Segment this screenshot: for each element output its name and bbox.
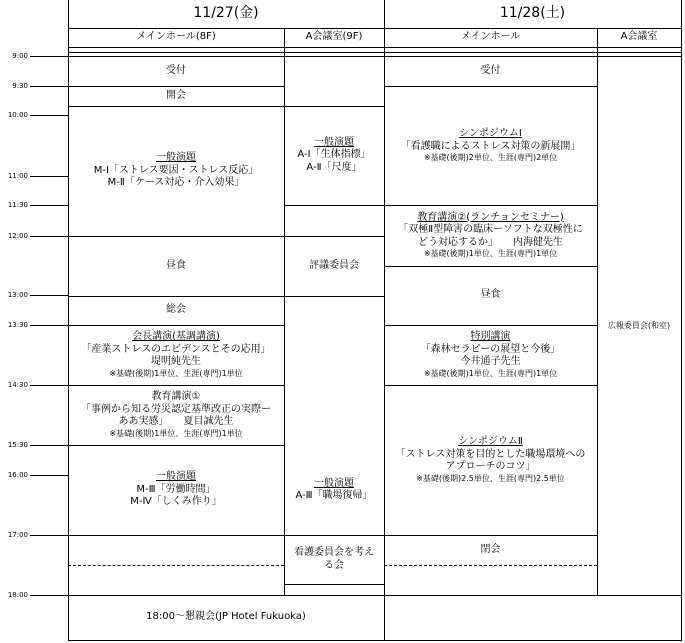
session-line: 「看護職によるストレス対策の新展開」 bbox=[400, 140, 581, 152]
time-label: 14:30 bbox=[7, 381, 28, 389]
session-line: アプローチのコツ」 bbox=[445, 461, 536, 473]
day1-education-lecture-1 bbox=[68, 385, 284, 445]
time-label: 11:30 bbox=[7, 201, 28, 209]
day1-nursing-committee bbox=[284, 535, 384, 584]
time-label: 12:00 bbox=[7, 232, 28, 240]
day2-main-hall-header: メインホール bbox=[460, 31, 521, 43]
dashed-line bbox=[68, 565, 284, 566]
session-line: 「産業ストレスのエビデンスとその応用」 bbox=[81, 343, 271, 355]
day1-general-session-1 bbox=[68, 106, 284, 236]
time-tick bbox=[30, 535, 68, 536]
row-line bbox=[68, 535, 284, 536]
credit-note: ※基礎(後期)1単位、生涯(専門)1単位 bbox=[109, 368, 243, 378]
day2-pr-committee: 広報委員会(和室) bbox=[607, 320, 671, 330]
session-title: 会長講演(基調講演) bbox=[132, 331, 220, 343]
time-tick bbox=[30, 205, 68, 206]
session-line: 「ストレス対策を目的とした職場環境への bbox=[395, 448, 586, 460]
session-title: 一般演題 bbox=[156, 471, 196, 483]
time-tick bbox=[30, 325, 68, 326]
day1-room-a-header: A会議室(9F) bbox=[305, 31, 363, 43]
session-line: 「双極Ⅱ型障害の臨床ーソフトな双極性に bbox=[398, 224, 583, 236]
session-line: 今井通子先生 bbox=[460, 356, 521, 368]
time-label: 18:00 bbox=[7, 591, 28, 599]
time-label: 13:30 bbox=[7, 321, 28, 329]
day1-general-meeting: 総会 bbox=[166, 304, 186, 316]
session-line: 堤明純先生 bbox=[151, 356, 201, 368]
time-label: 9:30 bbox=[12, 82, 28, 90]
table-border bbox=[68, 640, 682, 641]
session-line: A-Ⅲ「職場復帰」 bbox=[295, 490, 373, 501]
time-label: 9:00 bbox=[12, 52, 28, 60]
time-tick bbox=[30, 295, 68, 296]
time-tick bbox=[30, 115, 68, 116]
session-line: ああ実感」 夏目誠先生 bbox=[118, 416, 234, 428]
time-tick bbox=[30, 56, 68, 57]
session-line: る会 bbox=[324, 559, 344, 571]
time-label: 16:00 bbox=[7, 471, 28, 479]
time-label: 13:00 bbox=[7, 291, 28, 299]
session-line: 「事例から知る労災認定基準改正の実際ー bbox=[81, 403, 271, 415]
credit-note: ※基礎(後期)2.5単位、生涯(専門)2.5単位 bbox=[416, 473, 565, 483]
day2-education-lecture-2 bbox=[384, 205, 597, 266]
day1-room-a-general-session-2 bbox=[284, 445, 384, 535]
session-title: シンポジウムⅠ bbox=[459, 128, 522, 139]
credit-note: ※基礎(後期)2単位、生涯(専門)2単位 bbox=[423, 153, 558, 162]
credit-note: ※基礎(後期)1単位、生涯(専門)1単位 bbox=[109, 428, 243, 438]
day1-general-session-2 bbox=[68, 445, 284, 535]
day2-symposium-2 bbox=[384, 385, 597, 535]
day1-reception-party: 18:00～懇親会(JP Hotel Fukuoka) bbox=[146, 611, 306, 623]
time-tick bbox=[30, 385, 68, 386]
session-line: M-Ⅰ「ストレス要因・ストレス反応」 bbox=[93, 164, 259, 176]
session-line: M-Ⅲ「労働時間」 bbox=[136, 483, 216, 495]
time-label: 17:00 bbox=[7, 531, 28, 539]
day1-header: 11/27(金) bbox=[193, 5, 259, 22]
session-line: A-Ⅱ「尺度」 bbox=[306, 161, 362, 173]
session-line: M-Ⅱ「ケース対応・介入効果」 bbox=[107, 177, 245, 189]
day1-reception: 受付 bbox=[166, 64, 186, 76]
row-line bbox=[284, 205, 384, 206]
dashed-line bbox=[384, 565, 597, 566]
time-tick bbox=[30, 445, 68, 446]
day2-lunch: 昼食 bbox=[480, 289, 501, 301]
time-tick bbox=[30, 475, 68, 476]
day1-keynote-lecture bbox=[68, 325, 284, 385]
session-line: どう対応するか」 内海健先生 bbox=[418, 236, 563, 248]
session-title: 一般演題 bbox=[314, 477, 354, 489]
session-line: 「森林セラピーの展望と今後」 bbox=[420, 343, 561, 355]
time-tick bbox=[30, 86, 68, 87]
header-line bbox=[68, 47, 682, 48]
session-line: 看護委員会を考え bbox=[294, 547, 374, 558]
session-line: A-Ⅰ「生体指標」 bbox=[297, 149, 371, 161]
day2-room-a-header: A会議室 bbox=[620, 31, 658, 43]
day1-room-a-general-session-1 bbox=[284, 106, 384, 205]
table-border bbox=[681, 0, 682, 641]
session-title: 教育講演②(ランチョンセミナー) bbox=[417, 211, 564, 223]
day2-reception: 受付 bbox=[480, 64, 501, 76]
time-label: 15:30 bbox=[7, 441, 28, 449]
credit-note: ※基礎(後期)1単位、生涯(専門)1単位 bbox=[423, 249, 558, 259]
row-line bbox=[284, 296, 384, 297]
row-line bbox=[284, 584, 384, 585]
time-label: 10:00 bbox=[7, 111, 28, 119]
day2-closing: 閉会 bbox=[480, 543, 501, 555]
header-line bbox=[68, 52, 682, 53]
day1-lunch: 昼食 bbox=[166, 259, 186, 271]
session-line: M-Ⅳ「しくみ作り」 bbox=[130, 496, 222, 508]
session-title: シンポジウムⅡ bbox=[458, 436, 523, 448]
day1-council-meeting: 評議委員会 bbox=[309, 259, 359, 271]
day1-opening: 開会 bbox=[166, 89, 186, 101]
session-title: 特別講演 bbox=[470, 331, 511, 343]
day2-symposium-1 bbox=[384, 86, 597, 205]
day2-header: 11/28(土) bbox=[499, 5, 566, 22]
time-tick bbox=[30, 176, 68, 177]
day2-special-lecture bbox=[384, 325, 597, 385]
session-title: 一般演題 bbox=[156, 152, 196, 164]
session-title: 一般演題 bbox=[314, 136, 354, 148]
time-label: 11:00 bbox=[7, 172, 28, 180]
time-tick bbox=[30, 595, 68, 596]
time-tick bbox=[30, 236, 68, 237]
credit-note: ※基礎(後期)1単位、生涯(専門)1単位 bbox=[423, 368, 558, 378]
session-title: 教育講演① bbox=[151, 391, 201, 403]
day1-main-hall-header: メインホール(8F) bbox=[136, 31, 216, 43]
